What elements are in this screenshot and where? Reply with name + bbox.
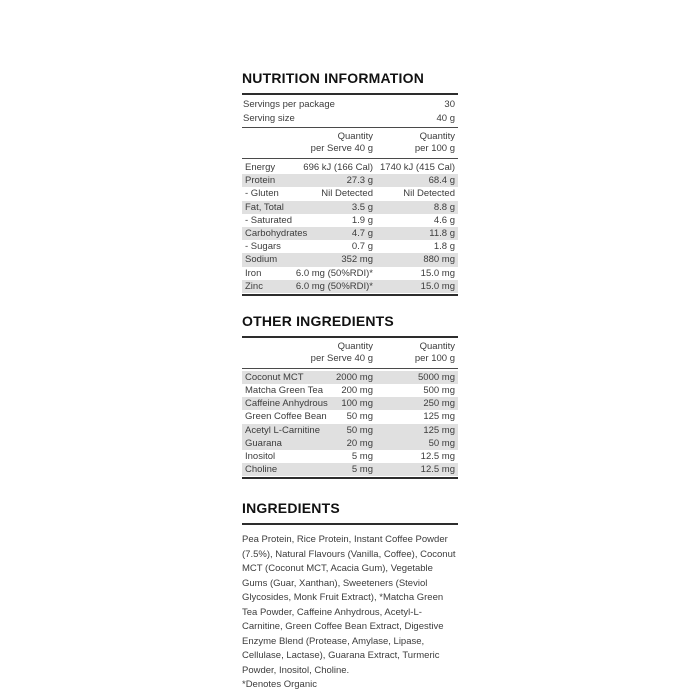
divider (242, 477, 458, 479)
per-serve-value: 50 mg (346, 411, 373, 423)
per-100g-value: 11.8 g (429, 227, 455, 239)
nutrition-row (242, 227, 458, 240)
nutrition-rows (242, 159, 458, 294)
per-serve-value: 352 mg (341, 254, 373, 266)
nutrition-row (242, 280, 458, 293)
divider (242, 294, 458, 296)
ingredient-label: Green Coffee Bean (245, 411, 327, 423)
other-ingredient-row (242, 450, 458, 463)
nutrient-label: Energy (245, 162, 276, 173)
other-ingredient-row (242, 371, 458, 384)
other-ingredient-rows (242, 369, 458, 478)
meta-row (242, 111, 458, 125)
nutrition-row (242, 161, 458, 174)
per-100g-value: 880 mg (423, 254, 455, 266)
other-ingredient-row (242, 437, 458, 450)
per-serve-column-header: Quantity per Serve 40 g (310, 340, 373, 364)
per-100g-value: 8.8 g (433, 201, 455, 213)
label-content (242, 70, 458, 693)
ingredient-label: Acetyl L-Carnitine (245, 424, 320, 436)
nutrient-label: Sodium (245, 254, 278, 266)
ingredients-section (242, 500, 458, 693)
ingredient-label: Choline (245, 464, 278, 476)
nutrition-row (242, 253, 458, 266)
other-ingredient-row (242, 463, 458, 476)
per-serve-value: 696 kJ (166 Cal) (303, 162, 373, 173)
per-serve-value: 27.3 g (346, 175, 373, 187)
meta-label: Serving size (243, 112, 295, 124)
per-100g-value: 1740 kJ (415 Cal) (380, 162, 455, 173)
nutrition-row (242, 240, 458, 253)
per-serve-value: 5 mg (351, 451, 373, 462)
per-100g-value: Nil Detected (403, 188, 455, 200)
per-serve-column-header: Quantity per Serve 40 g (310, 131, 373, 154)
ingredient-label: Caffeine Anhydrous (245, 398, 328, 410)
other-ingredients-title: OTHER INGREDIENTS (242, 312, 394, 329)
per-serve-value: 4.7 g (351, 227, 373, 239)
other-ingredient-row (242, 424, 458, 437)
per-100g-value: 5000 mg (418, 371, 455, 383)
nutrient-label: Fat, Total (245, 201, 284, 213)
nutrient-label: - Saturated (245, 214, 292, 226)
per-100g-value: 15.0 mg (420, 280, 455, 292)
nutrition-row (242, 187, 458, 200)
per-100g-value: 500 mg (423, 385, 455, 397)
ingredient-label: Inositol (245, 451, 276, 462)
meta-row (242, 97, 458, 111)
per-100g-value: 4.6 g (433, 214, 455, 226)
meta-label: Servings per package (243, 98, 335, 110)
per-serve-value: 6.0 mg (50%RDI)* (295, 267, 373, 279)
per-serve-value: 6.0 mg (50%RDI)* (295, 280, 373, 292)
nutrition-row (242, 201, 458, 214)
per-serve-value: 20 mg (346, 437, 373, 449)
other-ingredient-row (242, 410, 458, 423)
per-100g-value: 1.8 g (433, 241, 455, 253)
per-100g-value: 15.0 mg (420, 267, 455, 279)
other-ingredient-row (242, 397, 458, 410)
per-serve-value: 3.5 g (351, 201, 373, 213)
meta-value: 40 g (436, 112, 455, 124)
per-serve-value: 50 mg (346, 424, 373, 436)
per-serve-value: 5 mg (351, 464, 373, 476)
ingredients-title: INGREDIENTS (242, 500, 340, 517)
nutrition-row (242, 214, 458, 227)
per-100g-column-header: Quantity per 100 g (414, 340, 455, 364)
column-headers (242, 338, 458, 368)
nutrition-row (242, 267, 458, 280)
nutrient-label: Protein (245, 175, 276, 187)
per-100g-value: 68.4 g (428, 175, 455, 187)
ingredients-text: Pea Protein, Rice Protein, Instant Coffee Powder (7.5%), Natural Flavours (Vanilla, Coffee), Coconut MCT (Coconut MCT, Acacia Gum), Vegetable Gums (Guar, Xanthan), Sweeteners (Steviol Glycosides, Monk Fruit Extract), *Matcha Green Tea Powder, Caffeine Anhydrous, Acetyl-L-Carnitine, Green Coffee Bean Extract, Digestive Enzyme Blend (Protease, Amylase, Lipase, Cellulase, Lactase), Guarana Extract, Turmeric Powder, Inositol, Choline. (242, 534, 456, 676)
per-serve-value: 0.7 g (351, 241, 373, 253)
per-100g-value: 125 mg (423, 411, 455, 423)
serving-meta (242, 95, 458, 127)
ingredient-label: Coconut MCT (245, 371, 304, 383)
per-serve-value: 1.9 g (351, 214, 373, 226)
per-serve-value: 2000 mg (336, 371, 373, 383)
per-100g-value: 12.5 mg (420, 464, 455, 476)
other-ingredient-row (242, 384, 458, 397)
per-100g-value: 12.5 mg (420, 451, 455, 462)
divider (242, 523, 458, 525)
nutrition-information-section (242, 70, 458, 296)
other-ingredients-section (242, 313, 458, 480)
column-headers (242, 128, 458, 158)
per-100g-value: 250 mg (423, 398, 455, 410)
nutrient-label: - Sugars (245, 241, 281, 253)
nutrient-label: Zinc (245, 280, 263, 292)
nutrient-label: - Gluten (245, 188, 279, 200)
nutrient-label: Iron (245, 267, 262, 279)
organic-footnote: *Denotes Organic (242, 679, 317, 691)
per-100g-value: 125 mg (423, 424, 455, 436)
nutrition-row (242, 174, 458, 187)
per-serve-value: 200 mg (341, 385, 373, 397)
ingredient-label: Matcha Green Tea (245, 385, 323, 397)
per-serve-value: Nil Detected (321, 188, 373, 200)
ingredient-label: Guarana (245, 437, 282, 449)
per-100g-column-header: Quantity per 100 g (414, 131, 455, 154)
nutrient-label: Carbohydrates (245, 227, 308, 239)
per-serve-value: 100 mg (341, 398, 373, 410)
nutrition-information-title: NUTRITION INFORMATION (242, 70, 425, 86)
meta-value: 30 (444, 98, 455, 110)
per-100g-value: 50 mg (428, 437, 455, 449)
